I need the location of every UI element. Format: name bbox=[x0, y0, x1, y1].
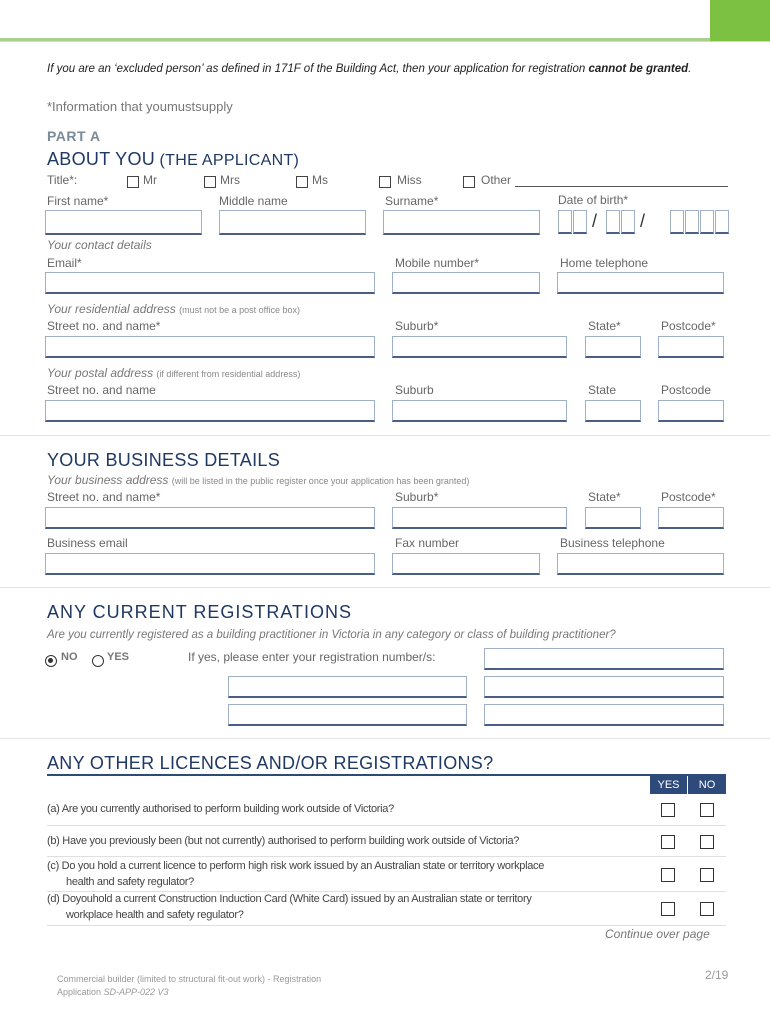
current-registrations-title: ANY CURRENT REGISTRATIONS bbox=[47, 602, 353, 622]
licence-question-d: (d) Doyouhold a current Construction Induction Card (White Card) issued by an Australian state or territory bbox=[47, 893, 532, 905]
registered-yes-radio[interactable] bbox=[92, 655, 104, 667]
postal-address-heading bbox=[47, 366, 300, 380]
continue-over-page: Continue over page bbox=[605, 927, 710, 941]
business-address-note: (will be listed in the public register once your application has been granted) bbox=[171, 476, 470, 486]
title-ms-checkbox[interactable] bbox=[296, 176, 308, 188]
res-suburb-field[interactable] bbox=[392, 336, 567, 358]
postal-suburb-field[interactable] bbox=[392, 400, 567, 422]
about-you-heading bbox=[47, 149, 299, 170]
bus-phone-field[interactable] bbox=[557, 553, 724, 575]
bus-suburb-field[interactable] bbox=[392, 507, 567, 529]
res-street-label: Street no. and name* bbox=[47, 319, 161, 333]
other-licences-title: ANY OTHER LICENCES AND/OR REGISTRATIONS? bbox=[47, 753, 494, 773]
res-street-field[interactable] bbox=[45, 336, 375, 358]
footer-form-title bbox=[57, 973, 321, 999]
title-mrs-checkbox[interactable] bbox=[204, 176, 216, 188]
footer-line-1: Commercial builder (limited to structural fit-out work) - Registration bbox=[57, 974, 322, 984]
question-c-yes-checkbox[interactable] bbox=[661, 868, 675, 882]
title-mrs-label: Mrs bbox=[220, 173, 240, 187]
bus-postcode-field[interactable] bbox=[658, 507, 724, 529]
mobile-field[interactable] bbox=[392, 272, 540, 294]
email-label: Email* bbox=[47, 256, 82, 270]
registration-number-field-4[interactable] bbox=[228, 704, 467, 726]
licence-question-a: (a) Are you currently authorised to perform building work outside of Victoria? bbox=[47, 803, 394, 815]
footer-form-code: SD-APP-022 V3 bbox=[103, 987, 169, 997]
title-mr-checkbox[interactable] bbox=[127, 176, 139, 188]
bus-email-label: Business email bbox=[47, 536, 128, 550]
question-b-yes-checkbox[interactable] bbox=[661, 835, 675, 849]
licence-question-c-cont: health and safety regulator? bbox=[66, 876, 194, 888]
dob-year-3[interactable] bbox=[700, 210, 714, 234]
contact-details-heading: Your contact details bbox=[47, 238, 152, 252]
bus-state-field[interactable] bbox=[585, 507, 641, 529]
about-you-title: ABOUT YOU bbox=[47, 149, 156, 169]
fax-label: Fax number bbox=[395, 536, 460, 550]
res-postcode-label: Postcode* bbox=[661, 319, 716, 333]
excluded-person-notice bbox=[47, 61, 737, 77]
home-tel-label: Home telephone bbox=[560, 256, 649, 270]
section-divider bbox=[0, 587, 770, 588]
title-mr-label: Mr bbox=[143, 173, 157, 187]
yes-column-header: YES bbox=[650, 776, 687, 794]
section-divider bbox=[0, 738, 770, 739]
dob-year-1[interactable] bbox=[670, 210, 684, 234]
title-ms-label: Ms bbox=[312, 173, 328, 187]
page-number: 2/19 bbox=[705, 968, 729, 982]
bus-street-label: Street no. and name* bbox=[47, 490, 161, 504]
row-divider bbox=[47, 825, 726, 826]
dob-label: Date of birth* bbox=[558, 193, 629, 207]
footer-application-label: Application bbox=[57, 987, 104, 997]
first-name-label: First name* bbox=[47, 194, 109, 208]
postal-postcode-field[interactable] bbox=[658, 400, 724, 422]
res-state-label: State* bbox=[588, 319, 621, 333]
dob-day-2[interactable] bbox=[573, 210, 587, 234]
dob-year-2[interactable] bbox=[685, 210, 699, 234]
licence-question-b: (b) Have you previously been (but not currently) authorised to perform building work outside of Victoria? bbox=[47, 835, 520, 847]
registered-no-label: NO bbox=[61, 651, 78, 663]
residential-address-label: Your residential address bbox=[47, 302, 176, 316]
question-d-yes-checkbox[interactable] bbox=[661, 902, 675, 916]
dob-year-4[interactable] bbox=[715, 210, 729, 234]
dob-month-1[interactable] bbox=[606, 210, 620, 234]
bus-state-label: State* bbox=[588, 490, 621, 504]
mobile-label: Mobile number* bbox=[395, 256, 480, 270]
surname-label: Surname* bbox=[385, 194, 439, 208]
question-a-no-checkbox[interactable] bbox=[700, 803, 714, 817]
registered-no-radio[interactable] bbox=[45, 655, 57, 667]
email-field[interactable] bbox=[45, 272, 375, 294]
postal-street-label: Street no. and name bbox=[47, 383, 156, 397]
registration-number-field-2[interactable] bbox=[228, 676, 467, 698]
title-other-line[interactable] bbox=[515, 186, 728, 187]
residential-address-heading bbox=[47, 302, 300, 316]
no-column-header: NO bbox=[688, 776, 726, 794]
licence-question-d-cont: workplace health and safety regulator? bbox=[66, 909, 244, 921]
postal-address-label: Your postal address bbox=[47, 366, 154, 380]
question-d-no-checkbox[interactable] bbox=[700, 902, 714, 916]
title-other-label: Other bbox=[481, 173, 512, 187]
residential-address-note: (must not be a post office box) bbox=[179, 305, 300, 315]
required-info-note: *Information that youmustsupply bbox=[47, 99, 233, 114]
business-address-label: Your business address bbox=[47, 473, 169, 487]
business-details-title: YOUR BUSINESS DETAILS bbox=[47, 450, 281, 470]
middle-name-field[interactable] bbox=[219, 210, 366, 235]
header-green-block bbox=[710, 0, 770, 42]
registration-numbers-prompt: If yes, please enter your registration number/s: bbox=[188, 650, 436, 664]
excluded-text: If you are an ‘excluded person’ as defined in 171F of the Building Act, then your application for registration bbox=[47, 63, 589, 75]
part-a-label: PART A bbox=[47, 128, 101, 144]
postal-address-note: (if different from residential address) bbox=[156, 369, 301, 379]
dob-slash-2: / bbox=[640, 211, 646, 231]
dob-month-2[interactable] bbox=[621, 210, 635, 234]
registration-number-field-5[interactable] bbox=[484, 704, 724, 726]
excluded-bold: cannot be granted bbox=[588, 63, 689, 75]
footer-line-2 bbox=[57, 986, 321, 999]
row-divider bbox=[47, 891, 726, 892]
surname-field[interactable] bbox=[383, 210, 540, 235]
question-a-yes-checkbox[interactable] bbox=[661, 803, 675, 817]
licences-underline bbox=[47, 774, 726, 776]
home-tel-field[interactable] bbox=[557, 272, 724, 294]
dob-day-1[interactable] bbox=[558, 210, 572, 234]
middle-name-label: Middle name bbox=[219, 194, 288, 208]
res-postcode-field[interactable] bbox=[658, 336, 724, 358]
registration-question: Are you currently registered as a building practitioner in Victoria in any category or class of building practitioner? bbox=[47, 629, 616, 641]
bus-suburb-label: Suburb* bbox=[395, 490, 439, 504]
bus-phone-label: Business telephone bbox=[560, 536, 665, 550]
postal-state-label: State bbox=[588, 383, 617, 397]
title-other-checkbox[interactable] bbox=[463, 176, 475, 188]
bus-street-field[interactable] bbox=[45, 507, 375, 529]
postal-postcode-label: Postcode bbox=[661, 383, 712, 397]
res-suburb-label: Suburb* bbox=[395, 319, 439, 333]
fax-field[interactable] bbox=[392, 553, 540, 575]
question-c-no-checkbox[interactable] bbox=[700, 868, 714, 882]
registered-yes-label: YES bbox=[107, 651, 130, 663]
excluded-end: . bbox=[688, 63, 692, 75]
registration-number-field-1[interactable] bbox=[484, 648, 724, 670]
applicant-subtitle: (THE APPLICANT) bbox=[159, 152, 300, 169]
question-b-no-checkbox[interactable] bbox=[700, 835, 714, 849]
postal-state-field[interactable] bbox=[585, 400, 641, 422]
postal-street-field[interactable] bbox=[45, 400, 375, 422]
bus-email-field[interactable] bbox=[45, 553, 375, 575]
registration-number-field-3[interactable] bbox=[484, 676, 724, 698]
section-divider bbox=[0, 435, 770, 436]
dob-slash-1: / bbox=[592, 211, 598, 231]
row-divider bbox=[47, 925, 726, 926]
title-label: Title*: bbox=[47, 173, 78, 187]
header-divider bbox=[0, 41, 770, 42]
postal-suburb-label: Suburb bbox=[395, 383, 434, 397]
first-name-field[interactable] bbox=[45, 210, 202, 235]
title-miss-checkbox[interactable] bbox=[379, 176, 391, 188]
row-divider bbox=[47, 856, 726, 857]
bus-postcode-label: Postcode* bbox=[661, 490, 716, 504]
title-miss-label: Miss bbox=[397, 173, 422, 187]
business-address-heading bbox=[47, 473, 469, 487]
licence-question-c: (c) Do you hold a current licence to perform high risk work issued by an Australian state or territory workplace bbox=[47, 860, 545, 872]
res-state-field[interactable] bbox=[585, 336, 641, 358]
